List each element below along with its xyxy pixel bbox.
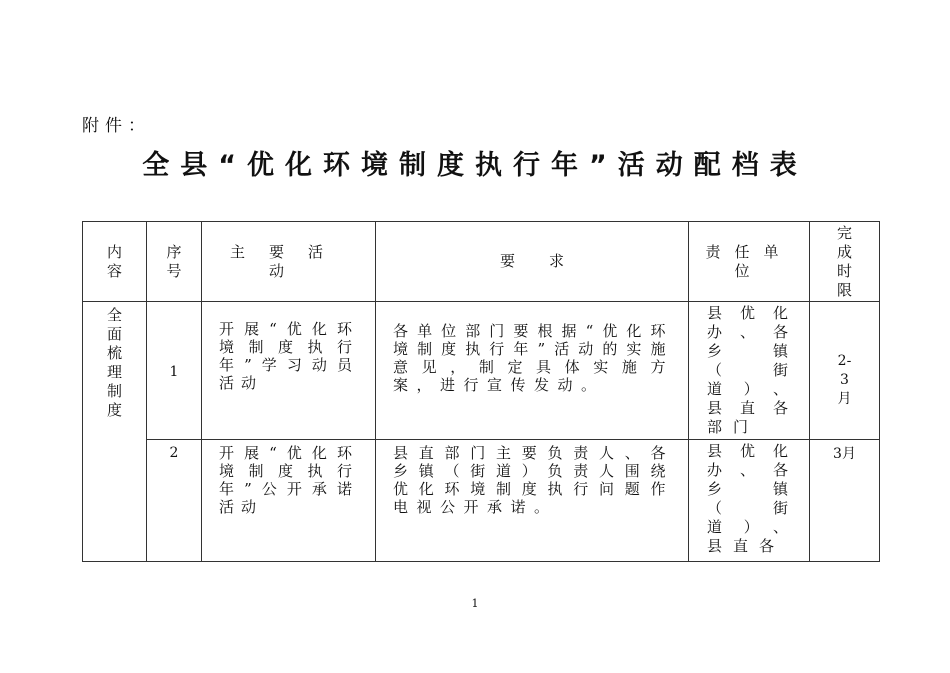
category-cell [83, 302, 147, 562]
deadline-cell: 2-3月 [810, 302, 880, 440]
deadline-cell: 3月 [810, 440, 880, 562]
header-unit: 责任单位 [689, 222, 810, 302]
table-row [83, 302, 880, 440]
header-activity: 主要活动 [202, 222, 376, 302]
seq-cell: 2 [147, 440, 202, 562]
header-requirement: 要求 [376, 222, 689, 302]
unit-cell: 县优化办、各乡镇（街道）、县直各部门 [689, 302, 810, 440]
document-title: 全县“优化环境制度执行年”活动配档表 [142, 150, 808, 181]
header-content: 内容 [83, 222, 147, 302]
header-deadline: 完成时限 [810, 222, 880, 302]
table-row [83, 440, 880, 562]
page-number: 1 [471, 597, 479, 610]
table-header-row [83, 222, 880, 302]
activity-cell: 开展“优化环境制度执行年”公开承诺活动 [202, 440, 376, 562]
unit-cell: 县优化办、各乡镇（街道）、县直各 [689, 440, 810, 562]
requirement-cell: 各单位部门要根据“优化环境制度执行年”活动的实施意见，制定具体实施方案，进行宣传发动。 [376, 302, 689, 440]
seq-cell: 1 [147, 302, 202, 440]
activity-cell: 开展“优化环境制度执行年”学习动员活动 [202, 302, 376, 440]
header-seq: 序号 [147, 222, 202, 302]
category-label: 全面梳理制度 [107, 306, 123, 419]
activity-schedule-table [82, 221, 880, 562]
attachment-label: 附件： [82, 116, 151, 136]
requirement-cell: 县直部门主要负责人、各乡镇（街道）负责人围绕优化环境制度执行问题作电视公开承诺。 [376, 440, 689, 562]
